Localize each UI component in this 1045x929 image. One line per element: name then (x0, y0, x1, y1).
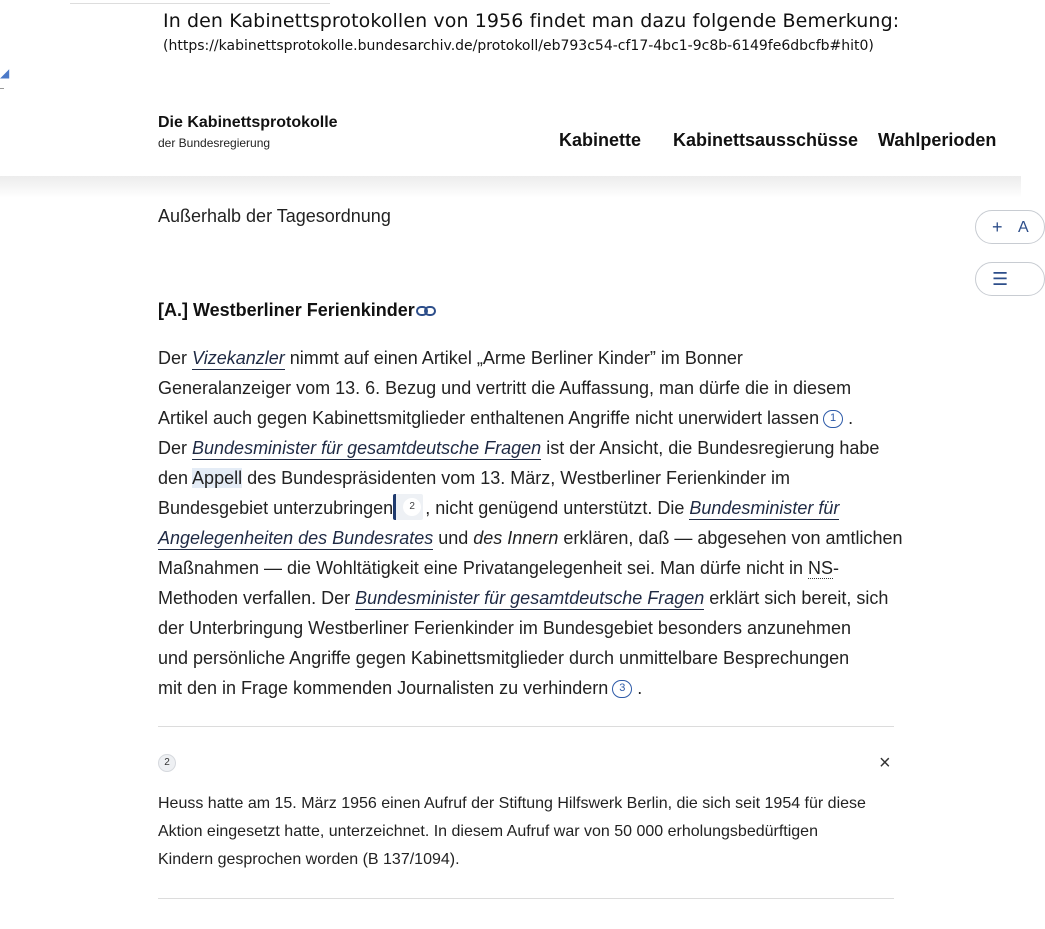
footnote-ref-3[interactable]: 3 (612, 680, 632, 698)
plus-icon: + (992, 217, 1003, 237)
close-icon[interactable]: × (879, 752, 891, 774)
annotation-url: (https://kabinettsprotokolle.bundesarchiv.de/protokoll/eb793c54-cf17-4bc1-9c8b-6149fe6dbcfb#hit0) (163, 38, 874, 54)
link-icon[interactable] (416, 304, 436, 318)
page-edge-divider (0, 88, 4, 89)
footnote-ref-2-active[interactable]: 2 (393, 494, 423, 520)
term-bundesminister-bundesrat[interactable]: Bundesminister für (689, 498, 840, 518)
site-logo-subtitle[interactable]: der Bundesregierung (158, 136, 271, 150)
browser-tab-remnant (70, 0, 330, 4)
site-header (0, 96, 1021, 176)
page-edge-icon: ◢ (0, 66, 10, 80)
section-label: Außerhalb der Tagesordnung (158, 206, 391, 226)
list-icon: ☰ (992, 269, 1009, 289)
term-bundesminister-gesamtdeutsche-fragen[interactable]: Bundesminister für gesamtdeutsche Fragen (192, 438, 542, 458)
agenda-item-heading: [A.] Westberliner Ferienkinder (158, 300, 415, 320)
abbreviation-ns[interactable]: NS (808, 558, 834, 578)
term-bundesminister-bundesrat-cont[interactable]: Angelegenheiten des Bundesrates (158, 528, 434, 548)
footnote-ref-1[interactable]: 1 (823, 410, 843, 428)
add-annotation-label: A (1018, 219, 1029, 236)
term-innern: des Innern (473, 528, 559, 548)
term-bundesminister-gesamtdeutsche-fragen-2[interactable]: Bundesminister für gesamtdeutsche Fragen (355, 588, 705, 608)
table-of-contents-button[interactable] (975, 262, 1045, 296)
term-vizekanzler[interactable]: Vizekanzler (192, 348, 285, 368)
header-shadow (0, 176, 1021, 198)
annotation-caption: In den Kabinettsprotokollen von 1956 findet man dazu folgende Bemerkung: (163, 10, 900, 32)
nav-kabinettsausschuesse[interactable]: Kabinettsausschüsse (673, 130, 859, 150)
protocol-paragraph: Der Vizekanzler nimmt auf einen Artikel „Arme Berliner Kinder” im Bonner Generalanzeiger vom 13. 6. Bezug und vertritt die Auffassung, man dürfe die in diesem Artikel auch gegen Kabinettsmitglieder enthaltenen Angriffe nicht unerwidert lassen 1 . Der Bundesminister für gesamtdeutsche Fragen ist der Ansicht, die Bundesregierung habe den Appell des Bundespräsidenten vom 13. März, Westberliner Ferienkinder im Bundesgebiet unterzubringen 2 , nicht genügend unterstützt. Die Bundesminister für Angelegenheiten des Bundesrates und des Innern erklären, daß — abgesehen von amtlichen Maßnahmen — die Wohltätigkeit eine Privatangelegenheit sei. Man dürfe nicht in NS- Methoden verfallen. Der Bundesminister für gesamtdeutsche Fragen erklärt sich bereit, sich der Unterbringung Westberliner Ferienkinder im Bundesgebiet besonders anzunehmen und persönliche Angriffe gegen Kabinettsmitglieder durch unmittelbare Besprechungen mit den in Frage kommenden Journalisten zu verhindern 3 . (158, 348, 903, 698)
footnote-number-badge: 2 (158, 754, 176, 772)
footnote-divider-top (158, 726, 894, 727)
highlighted-word: Appell (192, 468, 243, 488)
footnote-text: Heuss hatte am 15. März 1956 einen Aufruf der Stiftung Hilfswerk Berlin, die sich seit 1954 für diese Aktion eingesetzt hatte, unterzeichnet. In diesem Aufruf war von 50 000 erholungsbedürftigen Kindern gesprochen worden (B 137/1094). (158, 795, 866, 868)
footnote-divider-bottom (158, 898, 894, 899)
site-logo-title[interactable]: Die Kabinettsprotokolle (158, 114, 338, 131)
nav-kabinette[interactable]: Kabinette (559, 130, 642, 150)
nav-wahlperioden[interactable]: Wahlperioden (878, 130, 997, 150)
add-annotation-button[interactable] (975, 210, 1045, 244)
